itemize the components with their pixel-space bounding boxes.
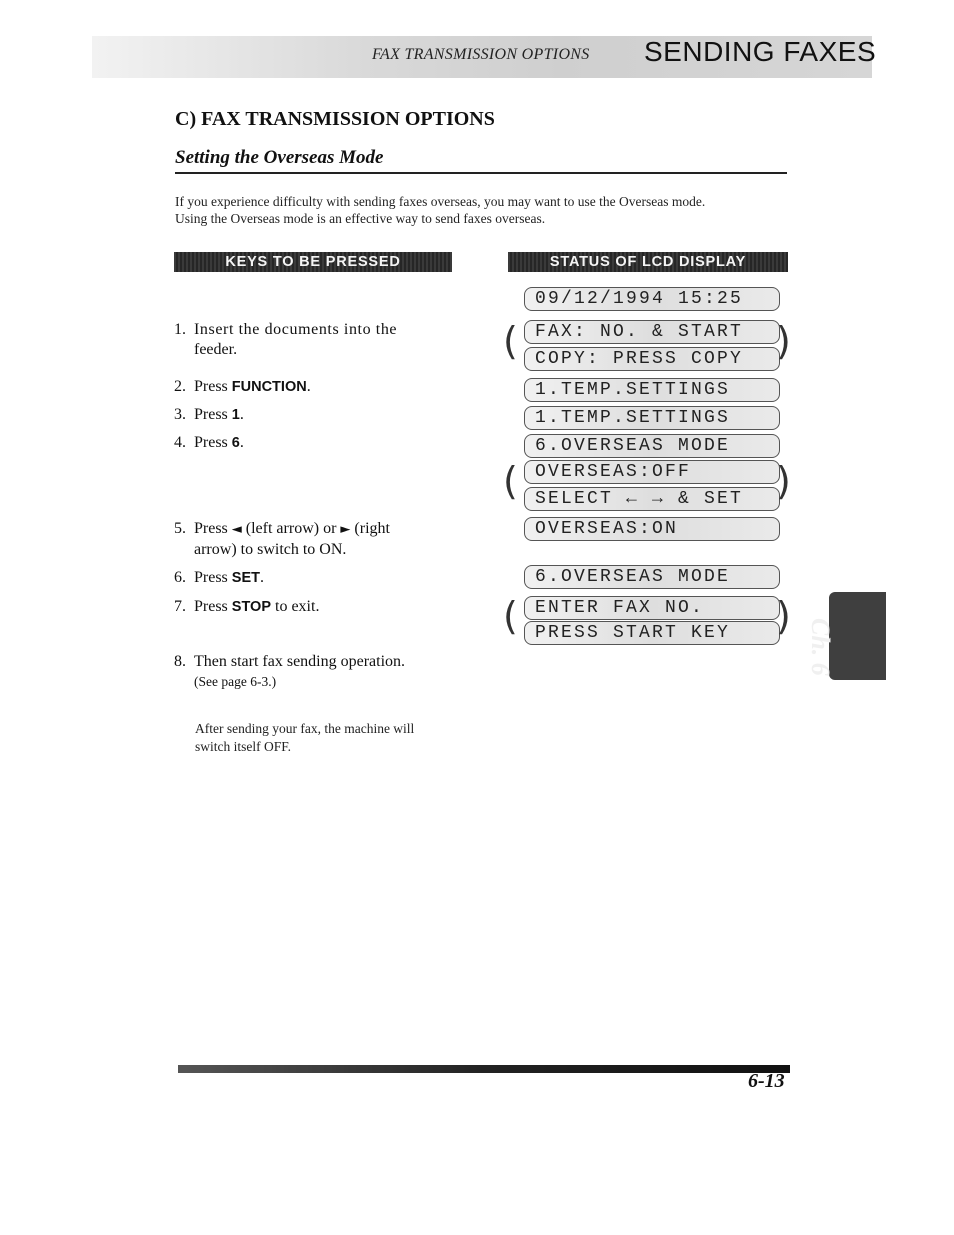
step-text: Press — [194, 378, 232, 395]
footer-rule — [178, 1065, 790, 1073]
step-6 — [174, 568, 464, 588]
alternating-bracket-left-icon: ( — [503, 459, 518, 503]
step-suffix: . — [306, 378, 311, 395]
step-4 — [174, 433, 464, 453]
lcd-display-fax-start: FAX: NO. & START — [524, 320, 780, 344]
step-number: 6. — [174, 569, 186, 586]
alternating-bracket-left-icon: ( — [503, 319, 518, 363]
chapter-tab-label: Ch. 6 — [806, 618, 835, 676]
lcd-column-header: STATUS OF LCD DISPLAY — [508, 252, 788, 272]
lcd-display-overseas-off: OVERSEAS:OFF — [524, 460, 780, 484]
step-number: 5. — [174, 520, 186, 537]
step-text-cont: feeder. — [194, 341, 238, 358]
step-5 — [174, 519, 464, 560]
section-heading: C) FAX TRANSMISSION OPTIONS — [175, 108, 495, 130]
lcd-display-press-start: PRESS START KEY — [524, 621, 780, 645]
step-7 — [174, 597, 464, 617]
chapter-tab — [806, 592, 886, 680]
lcd-display-temp-settings-2: 1.TEMP.SETTINGS — [524, 406, 780, 430]
step-text: Then start fax sending operation. — [194, 653, 406, 670]
step-8 — [174, 652, 464, 692]
key-6-label: 6 — [231, 435, 240, 451]
lcd-display-temp-settings: 1.TEMP.SETTINGS — [524, 378, 780, 402]
intro-line-1: If you experience difficulty with sending faxes overseas, you may want to use the Overseas mode. — [175, 194, 706, 209]
subheading: Setting the Overseas Mode — [175, 147, 384, 168]
lcd-display-select: SELECT ← → & SET — [524, 487, 780, 511]
page-number: 6-13 — [748, 1070, 785, 1092]
right-arrow-icon: ► — [340, 522, 351, 537]
step-text-mid: (left arrow) or — [241, 520, 341, 537]
note-line-2: switch itself OFF. — [195, 739, 292, 754]
step-text: Press — [194, 406, 232, 423]
set-key-label: SET — [231, 570, 260, 586]
left-arrow-icon: ◄ — [231, 522, 242, 537]
step-text: Insert the documents into the — [194, 321, 398, 338]
alternating-bracket-right-icon: ) — [776, 319, 791, 363]
step-3 — [174, 405, 464, 425]
step-suffix: . — [239, 434, 244, 451]
step-1 — [174, 320, 464, 360]
lcd-display-date: 09/12/1994 15:25 — [524, 287, 780, 311]
step-reference: (See page 6-3.) — [194, 674, 277, 689]
step-number: 4. — [174, 434, 186, 451]
alternating-bracket-left-icon: ( — [503, 594, 518, 638]
header-chapter-title: SENDING FAXES — [644, 36, 877, 67]
step-suffix: . — [239, 406, 244, 423]
step-2 — [174, 377, 464, 397]
step-suffix: . — [259, 569, 264, 586]
step-text: Press — [194, 520, 232, 537]
alternating-bracket-right-icon: ) — [776, 594, 791, 638]
key-1-label: 1 — [231, 407, 240, 423]
header-section-label: FAX TRANSMISSION OPTIONS — [372, 46, 590, 63]
step-text-cont: arrow) to switch to ON. — [194, 541, 347, 558]
step-text: Press — [194, 434, 232, 451]
stop-key-label: STOP — [231, 599, 271, 615]
intro-line-2: Using the Overseas mode is an effective way to send faxes overseas. — [175, 211, 546, 226]
step-text-end: (right — [350, 520, 390, 537]
lcd-display-enter-fax: ENTER FAX NO. — [524, 596, 780, 620]
lcd-display-overseas-mode: 6.OVERSEAS MODE — [524, 434, 780, 458]
step-text: Press — [194, 569, 232, 586]
lcd-display-overseas-mode-2: 6.OVERSEAS MODE — [524, 565, 780, 589]
note-line-1: After sending your fax, the machine will — [195, 721, 415, 736]
step-number: 3. — [174, 406, 186, 423]
lcd-display-copy: COPY: PRESS COPY — [524, 347, 780, 371]
step-text: Press — [194, 598, 232, 615]
step-number: 7. — [174, 598, 186, 615]
lcd-display-overseas-on: OVERSEAS:ON — [524, 517, 780, 541]
function-key-label: FUNCTION — [231, 379, 307, 395]
step-number: 1. — [174, 321, 186, 338]
step-number: 2. — [174, 378, 186, 395]
step-number: 8. — [174, 653, 186, 670]
alternating-bracket-right-icon: ) — [776, 459, 791, 503]
subheading-rule — [175, 172, 787, 174]
keys-column-header: KEYS TO BE PRESSED — [174, 252, 452, 272]
step-suffix: to exit. — [271, 598, 320, 615]
